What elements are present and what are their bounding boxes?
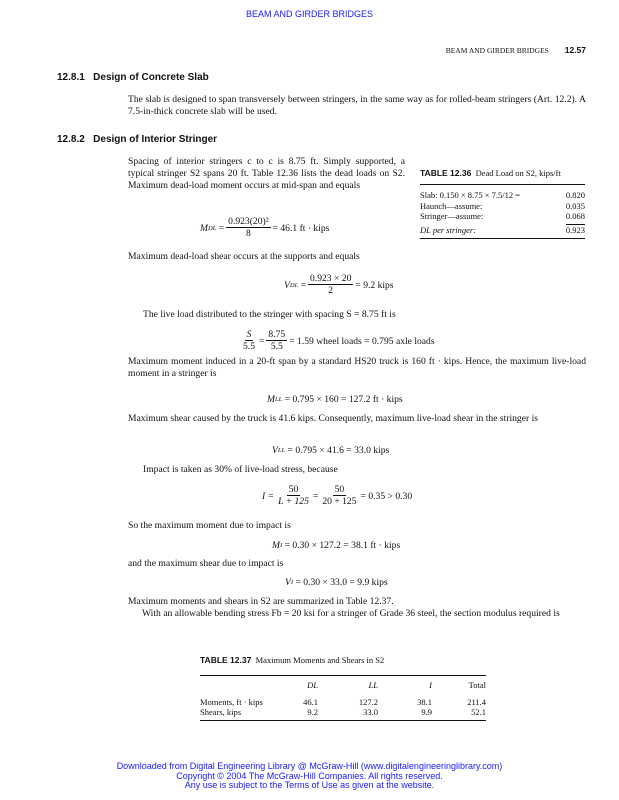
eq-rhs: = 0.30 × 127.2 = 38.1 ft · kips	[284, 540, 401, 551]
cell: Moments, ft · kips	[200, 696, 263, 707]
denominator: 5.5	[270, 341, 283, 352]
table-row	[200, 697, 486, 708]
cell: 9.2	[307, 707, 318, 717]
eq-sub: DL	[208, 224, 217, 232]
numerator: 0.923 × 20	[310, 273, 352, 284]
paragraph: Impact is taken as 30% of live-load stress, because	[143, 464, 338, 475]
cell: 0.820	[565, 190, 585, 200]
cell: Stringer—assume:	[420, 211, 484, 221]
table-label: TABLE 12.36	[420, 168, 472, 178]
section-number: 12.8.1	[57, 72, 85, 83]
section-12-8-2-heading	[57, 134, 217, 145]
table-row	[420, 201, 585, 212]
equation-vdl: V DL = $\frac{0.923 \times 20}{2}$ = 9.2 kips	[284, 273, 394, 296]
paragraph: Maximum moments and shears in S2 are summarized in Table 12.37.	[128, 596, 394, 607]
cell: 0.068	[565, 211, 585, 221]
denominator: 8	[245, 228, 251, 239]
cell: Haunch—assume:	[420, 200, 483, 211]
table-12-37	[200, 655, 486, 721]
denominator: 2	[328, 285, 334, 296]
eq-lhs: M	[267, 394, 275, 405]
footer-terms-link[interactable]: Any use is subject to the Terms of Use as given at the website.	[184, 780, 435, 791]
footer	[0, 762, 619, 791]
numerator: 50	[334, 484, 345, 495]
eq-rhs: = 1.59 wheel loads = 0.795 axle loads	[289, 335, 435, 347]
cell: DL per stringer:	[420, 224, 477, 235]
equation-vi	[285, 577, 388, 588]
eq-lhs: V	[285, 577, 291, 588]
running-head	[446, 45, 586, 55]
section-title: Design of Interior Stringer	[93, 134, 218, 145]
section-title: Design of Concrete Slab	[93, 72, 209, 83]
header-cell: DL	[307, 680, 318, 690]
numerator: 8.75	[268, 329, 286, 340]
eq-lhs: I =	[262, 490, 275, 502]
equation-impact: I = $\frac{50}{L + 125}$ = $\frac{50}{20 + 125}$ = 0.35 > 0.30	[262, 484, 413, 507]
equation-mi	[272, 540, 400, 551]
eq-lhs: V	[272, 445, 278, 456]
paragraph: Maximum shear caused by the truck is 41.6 kips. Consequently, maximum live-load shear in the stringer is	[128, 413, 538, 424]
denominator: 20 + 125	[322, 496, 357, 507]
equation-wheel-loads: $\frac{S}{5.5}$ = $\frac{8.75}{5.5}$ = 1.59 wheel loads = 0.795 axle loads	[243, 329, 435, 352]
table-header-row	[200, 680, 486, 691]
eq-lhs: V	[284, 279, 290, 291]
cell: 0.035	[565, 200, 585, 211]
paragraph: Maximum moment induced in a 20-ft span by a standard HS20 truck is 160 ft · kips. Hence, the maximum live-load moment in a stringer is	[128, 356, 586, 379]
numerator: S	[246, 329, 252, 340]
paragraph: and the maximum shear due to impact is	[128, 558, 284, 569]
table-label: TABLE 12.37	[200, 655, 252, 665]
equation-mll	[267, 394, 403, 405]
section-12-8-1-heading	[57, 72, 209, 83]
cell: 46.1	[303, 696, 318, 707]
eq-rhs: = 0.30 × 33.0 = 9.9 kips	[295, 577, 388, 588]
numerator: 50	[288, 484, 299, 495]
eq-sub: DL	[289, 281, 299, 289]
cell: 33.0	[363, 707, 378, 717]
eq-sub: LL	[277, 447, 286, 454]
eq-lhs: M	[272, 540, 280, 551]
header-cell: Total	[468, 680, 486, 690]
equation-mdl: M DL = $\frac{\text{0.923(20)²}}{8}$ = 46.1 ft · kips	[200, 216, 330, 239]
footer-copyright: Copyright © 2004 The McGraw-Hill Companies. All rights reserved.	[176, 770, 443, 781]
eq-rhs: = 46.1 ft · kips	[272, 222, 330, 234]
table-caption: Dead Load on S2, kips/ft	[475, 168, 561, 178]
cell: 0.923	[565, 224, 585, 235]
top-banner: BEAM AND GIRDER BRIDGES	[245, 9, 374, 19]
denominator: L + 125	[278, 496, 309, 507]
table-row	[420, 190, 585, 201]
eq-sub: LL	[275, 396, 283, 403]
cell: Slab: 0.150 × 8.75 × 7.5/12 =	[420, 190, 521, 200]
running-head-title: BEAM AND GIRDER BRIDGES	[445, 46, 549, 55]
section-number: 12.8.2	[57, 134, 85, 145]
numerator: 0.923(20)²	[228, 216, 269, 227]
stringer-paragraph: Spacing of interior stringers c to c is 8.75 ft. Simply supported, a typical stringer S2 spans 20 ft. Table 12.36 lists the dead loads on S2. Maximum dead-load moment occurs at mid-span and equals	[128, 156, 405, 191]
equation-vll	[272, 445, 389, 456]
eq-sub: I	[290, 579, 294, 586]
eq-rhs: = 9.2 kips	[355, 279, 394, 291]
eq-rhs: = 0.35 > 0.30	[360, 490, 413, 502]
eq-rhs: = 0.795 × 41.6 = 33.0 kips	[287, 445, 390, 456]
paragraph: The live load distributed to the stringer with spacing S = 8.75 ft is	[143, 309, 396, 320]
header-cell: LL	[368, 680, 378, 690]
cell: 9.9	[421, 707, 432, 717]
cell: 211.4	[467, 696, 486, 707]
table-total-row	[420, 222, 585, 236]
table-row	[200, 707, 486, 718]
page-number: 12.57	[564, 45, 586, 55]
eq-sub: I	[280, 542, 283, 549]
denominator: 5.5	[243, 341, 255, 352]
paragraph: So the maximum moment due to impact is	[128, 520, 291, 531]
cell: 127.2	[358, 696, 378, 707]
footer-download-link[interactable]: Downloaded from Digital Engineering Library @ McGraw-Hill (www.digitalengineeringlibrary.com)	[116, 761, 503, 771]
eq-lhs: M	[200, 222, 208, 234]
table-12-36	[420, 168, 585, 239]
eq-rhs: = 0.795 × 160 = 127.2 ft · kips	[284, 394, 403, 405]
table-row	[420, 211, 585, 222]
header-cell	[200, 680, 288, 691]
header-cell: I	[429, 680, 432, 690]
paragraph: Maximum dead-load shear occurs at the supports and equals	[128, 251, 360, 262]
slab-paragraph: The slab is designed to span transversely between stringers, in the same way as for rolled-beam stringers (Art. 12.2). A 7.5-in-thick concrete slab will be used.	[128, 94, 586, 117]
cell: 52.1	[471, 707, 486, 717]
cell: 38.1	[417, 696, 432, 707]
paragraph: With an allowable bending stress Fb = 20 ksi for a stringer of Grade 36 steel, the section modulus required is	[142, 608, 560, 619]
cell: Shears, kips	[200, 707, 242, 717]
table-caption: Maximum Moments and Shears in S2	[255, 655, 385, 665]
